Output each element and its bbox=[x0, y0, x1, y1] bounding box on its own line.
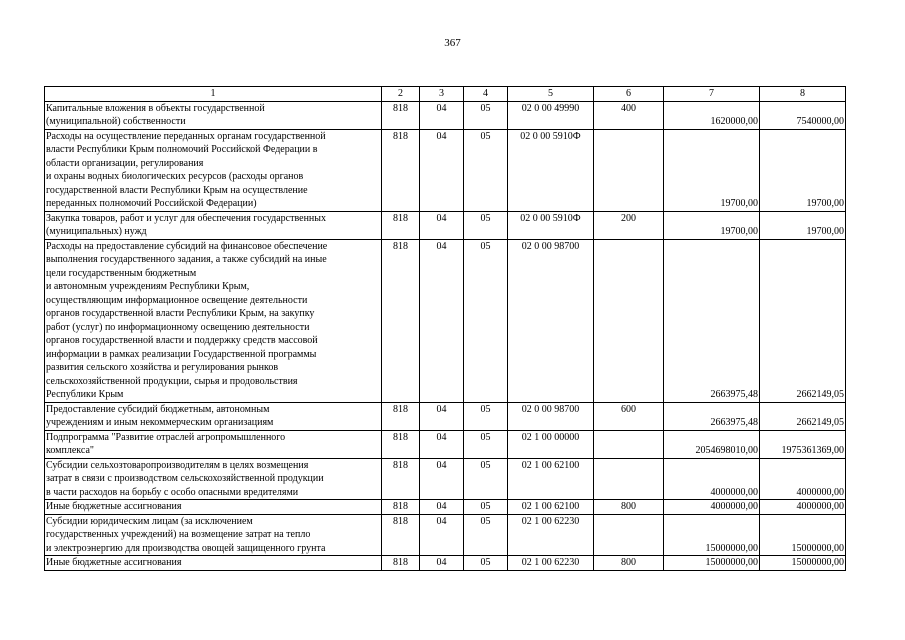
row-description bbox=[45, 239, 382, 402]
table-row bbox=[45, 556, 846, 571]
amount-year1-cell: 15000000,00 bbox=[664, 556, 760, 571]
target-article-cell: 02 1 00 62230 bbox=[508, 556, 594, 571]
table-header-row bbox=[45, 87, 846, 102]
expense-type-cell bbox=[594, 458, 664, 500]
table-row bbox=[45, 458, 846, 500]
column-header: 6 bbox=[594, 87, 664, 102]
description-line: и электроэнергию для производства овощей защищенного грунта bbox=[46, 542, 326, 554]
description-line: и автономным учреждениям Республики Крым, bbox=[46, 281, 250, 292]
amount-year2-cell: 4000000,00 bbox=[760, 500, 846, 515]
description-line: развития сельского хозяйства и регулирования рынков bbox=[46, 362, 279, 373]
description-line: (муниципальных) нужд bbox=[46, 226, 147, 237]
table-row bbox=[45, 129, 846, 211]
table-row bbox=[45, 430, 846, 458]
amount-year2-cell: 15000000,00 bbox=[760, 514, 846, 556]
admin-code-cell: 818 bbox=[382, 430, 420, 458]
amount-year2-cell: 2662149,05 bbox=[760, 402, 846, 430]
description-line: органов государственной власти и поддержку средств массовой bbox=[46, 335, 318, 346]
expense-type-cell bbox=[594, 239, 664, 402]
section-cell: 04 bbox=[420, 402, 464, 430]
description-line: (муниципальной) собственности bbox=[46, 116, 186, 127]
description-line: власти Республики Крым полномочий Российской Федерации в bbox=[46, 144, 318, 155]
amount-year1-cell: 4000000,00 bbox=[664, 458, 760, 500]
amount-year1-cell: 1620000,00 bbox=[664, 101, 760, 129]
admin-code-cell: 818 bbox=[382, 239, 420, 402]
target-article-cell: 02 1 00 00000 bbox=[508, 430, 594, 458]
table-row bbox=[45, 514, 846, 556]
description-line: затрат в связи с производством сельскохозяйственной продукции bbox=[46, 473, 324, 484]
target-article-cell: 02 1 00 62100 bbox=[508, 458, 594, 500]
subsection-cell: 05 bbox=[464, 556, 508, 571]
description-line: выполнения государственного задания, а также субсидий на иные bbox=[46, 254, 327, 265]
row-description bbox=[45, 430, 382, 458]
subsection-cell: 05 bbox=[464, 211, 508, 239]
description-line: Субсидии юридическим лицам (за исключением bbox=[46, 515, 253, 527]
expense-type-cell bbox=[594, 514, 664, 556]
amount-year2-cell: 4000000,00 bbox=[760, 458, 846, 500]
description-line: и охраны водных биологических ресурсов (расходы органов bbox=[46, 171, 304, 182]
admin-code-cell: 818 bbox=[382, 500, 420, 515]
target-article-cell: 02 1 00 62100 bbox=[508, 500, 594, 515]
section-cell: 04 bbox=[420, 101, 464, 129]
section-cell: 04 bbox=[420, 556, 464, 571]
description-line: Иные бюджетные ассигнования bbox=[46, 557, 182, 568]
description-line: Иные бюджетные ассигнования bbox=[46, 501, 182, 512]
expense-type-cell bbox=[594, 129, 664, 211]
table-row bbox=[45, 239, 846, 402]
amount-year2-cell: 15000000,00 bbox=[760, 556, 846, 571]
target-article-cell: 02 0 00 5910Ф bbox=[508, 129, 594, 211]
subsection-cell: 05 bbox=[464, 402, 508, 430]
description-line: информации в рамках реализации Государственной программы bbox=[46, 348, 317, 360]
subsection-cell: 05 bbox=[464, 129, 508, 211]
expense-type-cell: 200 bbox=[594, 211, 664, 239]
section-cell: 04 bbox=[420, 430, 464, 458]
description-line: осуществляющим информационное освещение деятельности bbox=[46, 294, 308, 306]
description-line: Закупка товаров, работ и услуг для обеспечения государственных bbox=[46, 212, 327, 224]
amount-year2-cell: 19700,00 bbox=[760, 211, 846, 239]
amount-year1-cell: 2054698010,00 bbox=[664, 430, 760, 458]
target-article-cell: 02 0 00 98700 bbox=[508, 239, 594, 402]
row-description bbox=[45, 129, 382, 211]
table-row bbox=[45, 101, 846, 129]
description-line: цели государственным бюджетным bbox=[46, 267, 197, 279]
subsection-cell: 05 bbox=[464, 239, 508, 402]
description-line: комплекса" bbox=[46, 445, 94, 456]
description-line: органов государственной власти Республики Крым, на закупку bbox=[46, 308, 315, 319]
admin-code-cell: 818 bbox=[382, 211, 420, 239]
expense-type-cell: 800 bbox=[594, 556, 664, 571]
amount-year2-cell: 1975361369,00 bbox=[760, 430, 846, 458]
description-line: Субсидии сельхозтоваропроизводителям в целях возмещения bbox=[46, 459, 309, 471]
description-line: государственных учреждений) на возмещение затрат на тепло bbox=[46, 529, 311, 540]
column-header: 4 bbox=[464, 87, 508, 102]
page-number: 367 bbox=[444, 37, 461, 49]
row-description bbox=[45, 514, 382, 556]
table-row bbox=[45, 500, 846, 515]
expense-type-cell: 400 bbox=[594, 101, 664, 129]
description-line: Республики Крым bbox=[46, 389, 124, 400]
description-line: области организации, регулирования bbox=[46, 157, 204, 169]
row-description bbox=[45, 500, 382, 515]
expense-type-cell: 600 bbox=[594, 402, 664, 430]
section-cell: 04 bbox=[420, 500, 464, 515]
description-line: в части расходов на борьбу с особо опасными вредителями bbox=[46, 486, 299, 498]
amount-year1-cell: 2663975,48 bbox=[664, 239, 760, 402]
column-header: 8 bbox=[760, 87, 846, 102]
column-header: 5 bbox=[508, 87, 594, 102]
row-description bbox=[45, 556, 382, 571]
table-row bbox=[45, 211, 846, 239]
section-cell: 04 bbox=[420, 211, 464, 239]
admin-code-cell: 818 bbox=[382, 556, 420, 571]
admin-code-cell: 818 bbox=[382, 101, 420, 129]
row-description bbox=[45, 402, 382, 430]
description-line: работ (услуг) по информационному освещению деятельности bbox=[46, 321, 310, 333]
amount-year1-cell: 15000000,00 bbox=[664, 514, 760, 556]
column-header: 3 bbox=[420, 87, 464, 102]
subsection-cell: 05 bbox=[464, 514, 508, 556]
section-cell: 04 bbox=[420, 129, 464, 211]
amount-year1-cell: 4000000,00 bbox=[664, 500, 760, 515]
amount-year2-cell: 19700,00 bbox=[760, 129, 846, 211]
budget-table bbox=[44, 86, 846, 571]
description-line: Расходы на осуществление переданных органам государственной bbox=[46, 130, 326, 142]
description-line: Подпрограмма "Развитие отраслей агропромышленного bbox=[46, 431, 286, 443]
description-line: переданных полномочий Российской Федерации) bbox=[46, 198, 257, 209]
description-line: учреждениям и иным некоммерческим организациям bbox=[46, 417, 274, 428]
target-article-cell: 02 0 00 98700 bbox=[508, 402, 594, 430]
target-article-cell: 02 0 00 49990 bbox=[508, 101, 594, 129]
section-cell: 04 bbox=[420, 514, 464, 556]
amount-year1-cell: 19700,00 bbox=[664, 211, 760, 239]
description-line: Капитальные вложения в объекты государственной bbox=[46, 102, 265, 114]
expense-type-cell: 800 bbox=[594, 500, 664, 515]
column-header: 1 bbox=[45, 87, 382, 102]
amount-year2-cell: 2662149,05 bbox=[760, 239, 846, 402]
admin-code-cell: 818 bbox=[382, 514, 420, 556]
amount-year2-cell: 7540000,00 bbox=[760, 101, 846, 129]
target-article-cell: 02 0 00 5910Ф bbox=[508, 211, 594, 239]
section-cell: 04 bbox=[420, 239, 464, 402]
section-cell: 04 bbox=[420, 458, 464, 500]
row-description bbox=[45, 458, 382, 500]
expense-type-cell bbox=[594, 430, 664, 458]
target-article-cell: 02 1 00 62230 bbox=[508, 514, 594, 556]
table-row bbox=[45, 402, 846, 430]
column-header: 7 bbox=[664, 87, 760, 102]
admin-code-cell: 818 bbox=[382, 458, 420, 500]
column-header: 2 bbox=[382, 87, 420, 102]
amount-year1-cell: 2663975,48 bbox=[664, 402, 760, 430]
description-line: Предоставление субсидий бюджетным, автономным bbox=[46, 403, 270, 415]
amount-year1-cell: 19700,00 bbox=[664, 129, 760, 211]
description-line: сельскохозяйственной продукции, сырья и продовольствия bbox=[46, 375, 298, 387]
subsection-cell: 05 bbox=[464, 101, 508, 129]
row-description bbox=[45, 101, 382, 129]
admin-code-cell: 818 bbox=[382, 402, 420, 430]
admin-code-cell: 818 bbox=[382, 129, 420, 211]
description-line: Расходы на предоставление субсидий на финансовое обеспечение bbox=[46, 240, 328, 252]
description-line: государственной власти Республики Крым на осуществление bbox=[46, 184, 308, 196]
subsection-cell: 05 bbox=[464, 430, 508, 458]
subsection-cell: 05 bbox=[464, 458, 508, 500]
subsection-cell: 05 bbox=[464, 500, 508, 515]
row-description bbox=[45, 211, 382, 239]
